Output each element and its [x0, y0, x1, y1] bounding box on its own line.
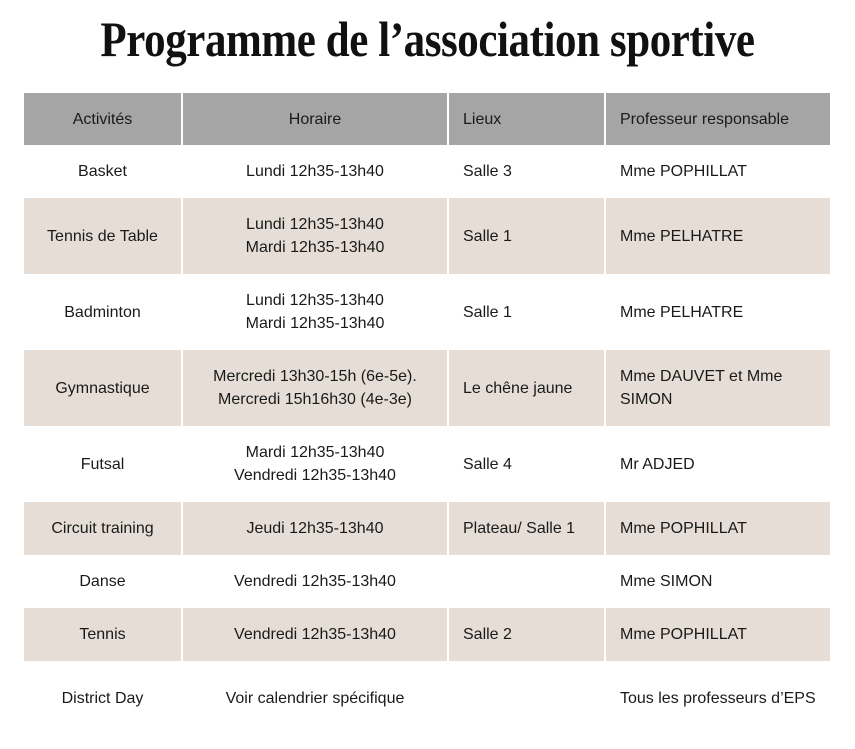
activity-cell: Tennis	[24, 608, 182, 661]
schedule-line: Mercredi 13h30-15h (6e-5e).	[213, 368, 417, 385]
schedule-line: Lundi 12h35-13h40	[246, 216, 384, 233]
schedule-line: Mardi 12h35-13h40	[245, 239, 385, 256]
activity-cell: Danse	[79, 573, 126, 590]
header-activites: Activités	[24, 93, 182, 145]
location-cell: Salle 1	[448, 274, 605, 350]
location-cell: Salle 4	[448, 426, 605, 502]
schedule-line: Mardi 12h35-13h40	[245, 315, 385, 332]
table-row	[24, 198, 830, 274]
header-professeur: Professeur responsable	[605, 93, 830, 145]
table-row	[24, 274, 830, 350]
teacher-cell: Mme POPHILLAT	[605, 608, 830, 661]
schedule-line: Lundi 12h35-13h40	[246, 163, 384, 180]
header-horaire: Horaire	[182, 93, 448, 145]
activity-cell: District Day	[61, 690, 144, 707]
activity-cell: Tennis de Table	[24, 198, 182, 274]
table-row	[24, 608, 830, 661]
location-cell: Salle 3	[448, 145, 605, 198]
teacher-cell: Tous les professeurs d’EPS	[605, 661, 830, 736]
table-row	[24, 426, 830, 502]
teacher-cell: Mme PELHATRE	[605, 198, 830, 274]
table-row	[24, 661, 830, 736]
program-table	[24, 93, 830, 736]
location-cell: Salle 2	[448, 608, 605, 661]
table-row	[24, 350, 830, 426]
teacher-cell: Mme POPHILLAT	[605, 502, 830, 555]
page-title: Programme de l’association sportive	[100, 11, 755, 67]
header-lieux: Lieux	[448, 93, 605, 145]
schedule-cell	[182, 608, 448, 661]
activity-cell: Gymnastique	[24, 350, 182, 426]
schedule-cell	[182, 426, 448, 502]
activity-cell: Basket	[78, 163, 127, 180]
schedule-cell	[182, 274, 448, 350]
teacher-cell: Mr ADJED	[605, 426, 830, 502]
location-cell: Le chêne jaune	[448, 350, 605, 426]
schedule-cell	[182, 502, 448, 555]
schedule-line: Jeudi 12h35-13h40	[246, 520, 384, 537]
schedule-cell	[182, 555, 448, 608]
table-row	[24, 502, 830, 555]
teacher-cell: Mme PELHATRE	[605, 274, 830, 350]
schedule-line: Mardi 12h35-13h40	[245, 444, 385, 461]
schedule-line: Vendredi 12h35-13h40	[234, 626, 396, 643]
location-cell: Salle 1	[448, 198, 605, 274]
table-row	[24, 145, 830, 198]
schedule-line: Mercredi 15h16h30 (4e-3e)	[218, 391, 412, 408]
activity-cell: Futsal	[80, 455, 125, 473]
schedule-line: Voir calendrier spécifique	[225, 690, 405, 707]
schedule-cell	[182, 661, 448, 736]
location-cell	[448, 661, 605, 736]
table-row	[24, 555, 830, 608]
location-cell: Plateau/ Salle 1	[448, 502, 605, 555]
teacher-cell: Mme POPHILLAT	[605, 145, 830, 198]
location-cell	[448, 555, 605, 608]
activity-cell: Circuit training	[24, 502, 182, 555]
teacher-cell: Mme SIMON	[605, 555, 830, 608]
schedule-cell	[182, 145, 448, 198]
schedule-cell	[182, 198, 448, 274]
schedule-line: Vendredi 12h35-13h40	[234, 573, 396, 590]
schedule-cell	[182, 350, 448, 426]
table-header-row	[24, 93, 830, 145]
teacher-cell: Mme DAUVET et Mme SIMON	[605, 350, 830, 426]
schedule-line: Lundi 12h35-13h40	[246, 292, 384, 309]
schedule-line: Vendredi 12h35-13h40	[234, 467, 396, 484]
activity-cell: Badminton	[64, 303, 141, 321]
